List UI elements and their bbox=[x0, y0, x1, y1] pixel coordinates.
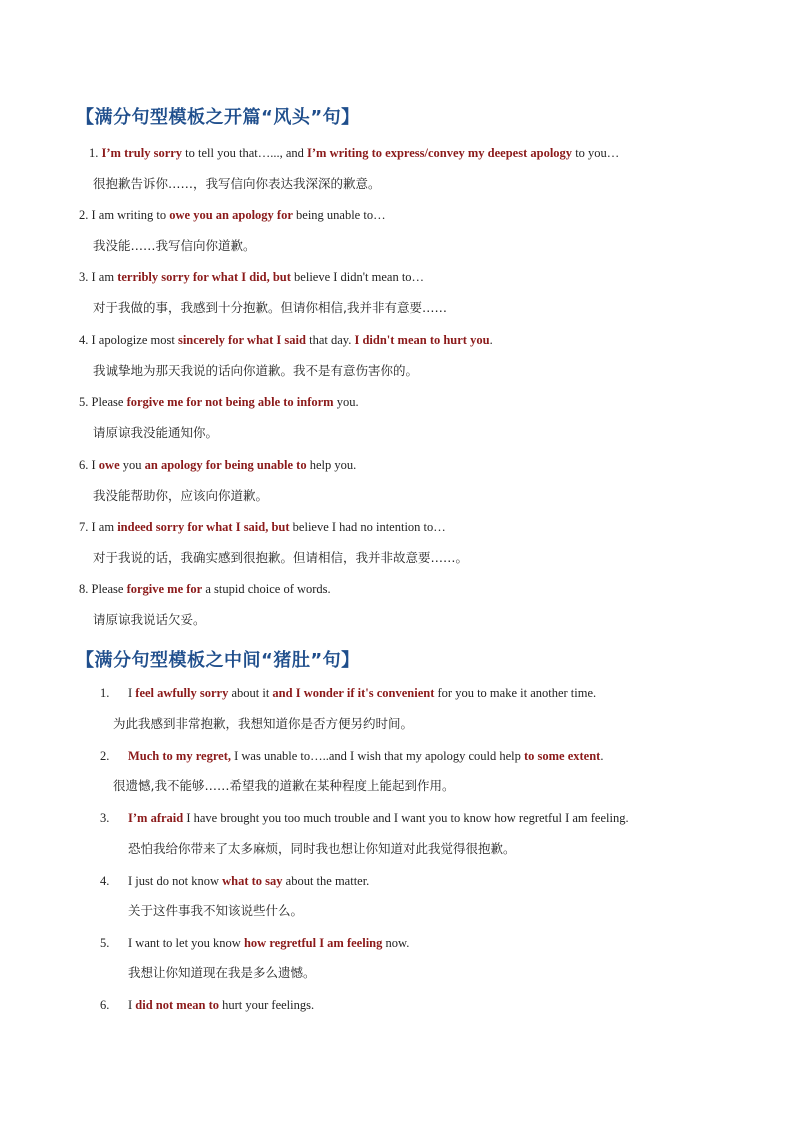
sentence-en bbox=[79, 332, 493, 348]
sentence-text: I was unable to…..and I wish that my apology could help bbox=[230, 749, 524, 763]
sentence-text: I just do not know bbox=[128, 874, 223, 888]
sentence-zh: 很遗憾,我不能够……希望我的道歉在某种程度上能起到作用。 bbox=[113, 778, 455, 793]
sentence-zh: 请原谅我没能通知你。 bbox=[93, 425, 219, 440]
numbered-sentence-en bbox=[100, 748, 603, 764]
sentence-zh: 我没能帮助你，应该向你道歉。 bbox=[93, 488, 269, 503]
sentence-text: 3. I am bbox=[79, 270, 118, 284]
sentence-zh: 恐怕我给你带来了太多麻烦，同时我也想让你知道对此我觉得很抱歉。 bbox=[128, 841, 516, 856]
list-number: 3. bbox=[100, 811, 110, 825]
sentence-en bbox=[79, 207, 386, 223]
sentence-text: you bbox=[119, 458, 145, 472]
sentence-text: to you… bbox=[572, 146, 620, 160]
sentence-text: I bbox=[128, 686, 136, 700]
list-number: 6. bbox=[100, 998, 110, 1012]
sentence-zh: 我想让你知道现在我是多么遗憾。 bbox=[128, 965, 316, 980]
numbered-sentence-en bbox=[100, 685, 596, 701]
key-phrase: indeed sorry for what I said, but bbox=[117, 520, 290, 534]
list-number: 4. bbox=[100, 874, 110, 888]
sentence-text: 6. I bbox=[79, 458, 99, 472]
key-phrase: feel awfully sorry bbox=[135, 686, 229, 700]
list-number: 1. bbox=[100, 686, 110, 700]
section-heading-middle: 【满分句型模板之中间“猪肚”句】 bbox=[76, 650, 360, 671]
sentence-en bbox=[79, 457, 356, 473]
sentence-text: 2. I am writing to bbox=[79, 208, 170, 222]
key-phrase: what to say bbox=[222, 874, 283, 888]
sentence-zh: 我没能……我写信向你道歉。 bbox=[93, 238, 256, 253]
key-phrase: sincerely for what I said bbox=[177, 333, 306, 347]
sentence-text: being unable to… bbox=[292, 208, 386, 222]
sentence-en bbox=[79, 519, 446, 535]
sentence-en bbox=[79, 269, 424, 285]
sentence-zh: 对于我做的事，我感到十分抱歉。但请你相信,我并非有意要…… bbox=[93, 300, 447, 315]
sentence-text: about the matter. bbox=[282, 874, 370, 888]
numbered-sentence-en bbox=[100, 810, 629, 826]
sentence-text: believe I had no intention to… bbox=[289, 520, 446, 534]
list-number: 2. bbox=[100, 749, 110, 763]
sentence-text: to tell you that…..., and bbox=[182, 146, 308, 160]
numbered-sentence-en bbox=[100, 873, 369, 889]
key-phrase: I’m truly sorry bbox=[101, 146, 183, 160]
section-heading-opening: 【满分句型模板之开篇“风头”句】 bbox=[76, 107, 360, 128]
sentence-text: . bbox=[600, 749, 604, 763]
sentence-text: I bbox=[128, 998, 136, 1012]
sentence-text: believe I didn't mean to… bbox=[290, 270, 425, 284]
sentence-text: 7. I am bbox=[79, 520, 118, 534]
key-phrase: forgive me for bbox=[126, 582, 203, 596]
sentence-text: I want to let you know bbox=[128, 936, 244, 950]
key-phrase: I’m afraid bbox=[128, 811, 184, 825]
key-phrase: I’m writing to express/convey my deepest apology bbox=[307, 146, 573, 160]
sentence-zh: 对于我说的话，我确实感到很抱歉。但请相信，我并非故意要……。 bbox=[93, 550, 469, 565]
sentence-zh: 很抱歉告诉你……，我写信向你表达我深深的歉意。 bbox=[93, 176, 381, 191]
sentence-text: 1. bbox=[89, 146, 102, 160]
key-phrase: an apology for being unable to bbox=[144, 458, 307, 472]
sentence-text: 5. Please bbox=[79, 395, 127, 409]
key-phrase: did not mean to bbox=[135, 998, 219, 1012]
sentence-text: 8. Please bbox=[79, 582, 127, 596]
sentence-text: hurt your feelings. bbox=[219, 998, 315, 1012]
numbered-sentence-en bbox=[100, 935, 409, 951]
sentence-text: help you. bbox=[306, 458, 357, 472]
numbered-sentence-en bbox=[100, 997, 314, 1013]
key-phrase: how regretful I am feeling bbox=[243, 936, 383, 950]
key-phrase: and I wonder if it's convenient bbox=[272, 686, 435, 700]
sentence-text: a stupid choice of words. bbox=[202, 582, 331, 596]
sentence-zh: 我诚挚地为那天我说的话向你道歉。我不是有意伤害你的。 bbox=[93, 363, 419, 378]
sentence-text: 4. I apologize most bbox=[79, 333, 178, 347]
sentence-en bbox=[89, 145, 619, 161]
key-phrase: to some extent bbox=[523, 749, 601, 763]
sentence-text: that day. bbox=[305, 333, 355, 347]
sentence-text: . bbox=[489, 333, 493, 347]
key-phrase: forgive me for not being able to inform bbox=[126, 395, 334, 409]
key-phrase: I didn't mean to hurt you bbox=[354, 333, 490, 347]
sentence-text: I have brought you too much trouble and I want you to know how regretful I am feeling. bbox=[183, 811, 629, 825]
sentence-zh: 关于这件事我不知该说些什么。 bbox=[128, 903, 304, 918]
list-number: 5. bbox=[100, 936, 110, 950]
sentence-text: about it bbox=[228, 686, 273, 700]
key-phrase: terribly sorry for what I did, but bbox=[117, 270, 291, 284]
key-phrase: Much to my regret, bbox=[128, 749, 231, 763]
sentence-text: for you to make it another time. bbox=[434, 686, 597, 700]
sentence-en bbox=[79, 394, 359, 410]
sentence-zh: 为此我感到非常抱歉，我想知道你是否方便另约时间。 bbox=[113, 716, 414, 731]
sentence-text: you. bbox=[333, 395, 359, 409]
key-phrase: owe bbox=[98, 458, 120, 472]
sentence-en bbox=[79, 581, 331, 597]
sentence-text: now. bbox=[382, 936, 410, 950]
sentence-zh: 请原谅我说话欠妥。 bbox=[93, 612, 206, 627]
key-phrase: owe you an apology for bbox=[169, 208, 293, 222]
